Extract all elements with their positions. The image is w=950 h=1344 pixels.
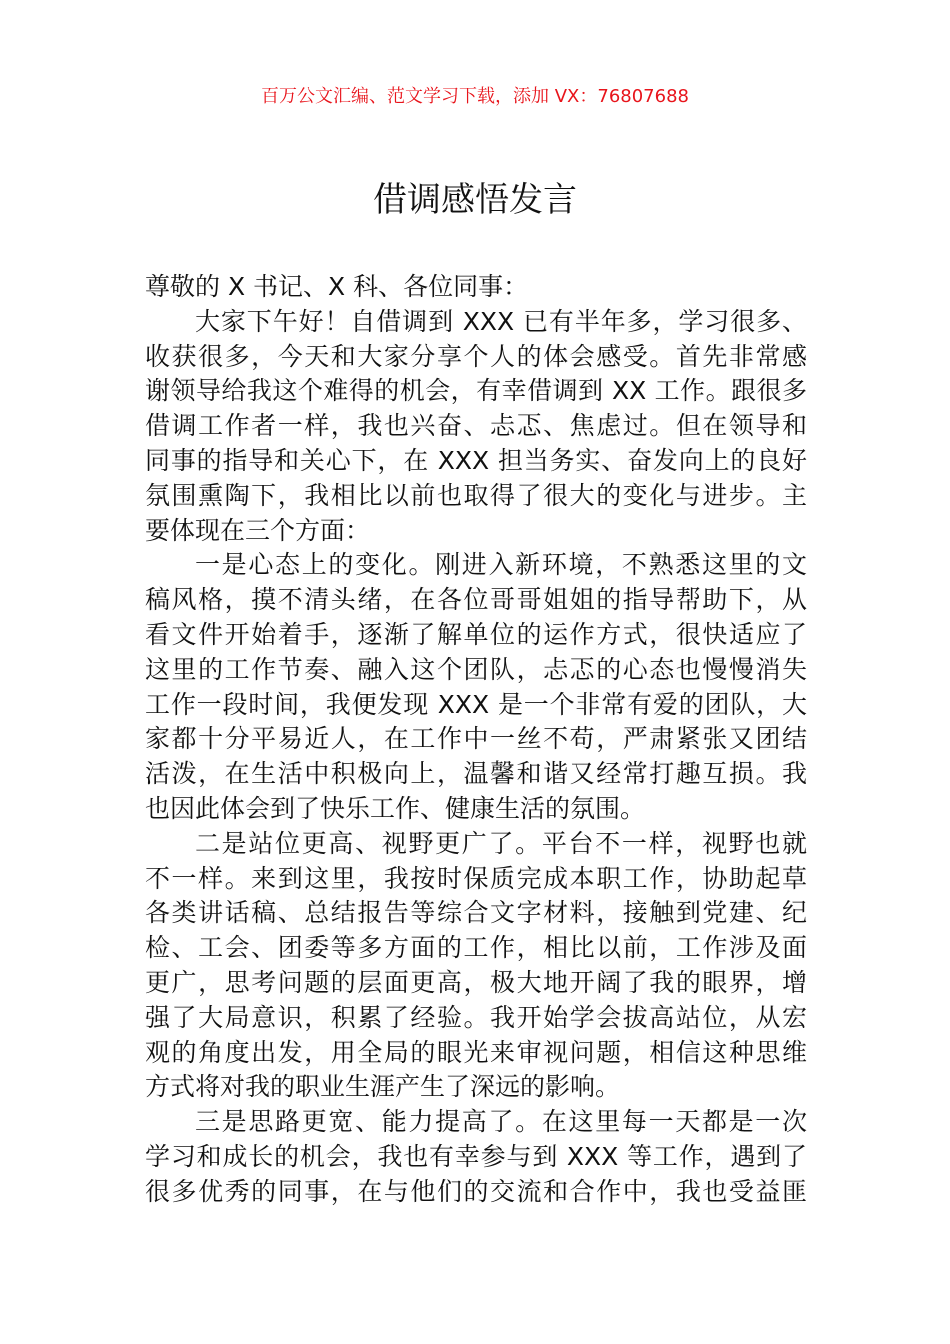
body-line: 活泼，在生活中积极向上，温馨和谐又经常打趣互损。我 bbox=[145, 759, 807, 789]
body-line: 氛围熏陶下，我相比以前也取得了很大的变化与进步。主 bbox=[145, 480, 807, 510]
body-line: 谢领导给我这个难得的机会，有幸借调到 XX 工作。跟很多 bbox=[145, 376, 807, 406]
body-line: 更广，思考问题的层面更高，极大地开阔了我的眼界，增 bbox=[145, 967, 807, 997]
body-line: 三是思路更宽、能力提高了。在这里每一天都是一次 bbox=[195, 1107, 807, 1137]
watermark-banner: 百万公文汇编、范文学习下载，添加 VX：76807688 bbox=[261, 86, 689, 107]
body-line: 看文件开始着手，逐渐了解单位的运作方式，很快适应了 bbox=[145, 619, 807, 649]
body-line: 家都十分平易近人，在工作中一丝不苟，严肃紧张又团结 bbox=[145, 724, 807, 754]
body-line: 大家下午好！自借调到 XXX 已有半年多，学习很多、 bbox=[195, 306, 807, 336]
body-line: 不一样。来到这里，我按时保质完成本职工作，协助起草 bbox=[145, 863, 807, 893]
body-line: 收获很多，今天和大家分享个人的体会感受。首先非常感 bbox=[145, 341, 807, 371]
body-line: 借调工作者一样，我也兴奋、忐忑、焦虑过。但在领导和 bbox=[145, 411, 807, 441]
body-line: 同事的指导和关心下，在 XXX 担当务实、奋发向上的良好 bbox=[145, 445, 807, 475]
body-line: 很多优秀的同事，在与他们的交流和合作中，我也受益匪 bbox=[145, 1176, 807, 1206]
document-body bbox=[145, 270, 807, 1210]
body-line: 稿风格，摸不清头绪，在各位哥哥姐姐的指导帮助下，从 bbox=[145, 585, 807, 615]
document-title: 借调感悟发言 bbox=[373, 180, 577, 220]
body-line: 这里的工作节奏、融入这个团队，忐忑的心态也慢慢消失 bbox=[145, 654, 807, 684]
body-line: 尊敬的 X 书记、X 科、各位同事： bbox=[145, 272, 529, 301]
body-line: 工作一段时间，我便发现 XXX 是一个非常有爱的团队，大 bbox=[145, 689, 807, 719]
body-line: 检、工会、团委等多方面的工作，相比以前，工作涉及面 bbox=[145, 933, 807, 963]
body-line: 二是站位更高、视野更广了。平台不一样，视野也就 bbox=[195, 828, 807, 858]
body-line: 各类讲话稿、总结报告等综合文字材料，接触到党建、纪 bbox=[145, 898, 807, 928]
body-line: 强了大局意识，积累了经验。我开始学会拔高站位，从宏 bbox=[145, 1002, 807, 1032]
body-line: 方式将对我的职业生涯产生了深远的影响。 bbox=[145, 1072, 621, 1102]
body-line: 学习和成长的机会，我也有幸参与到 XXX 等工作，遇到了 bbox=[145, 1141, 807, 1171]
body-line: 观的角度出发，用全局的眼光来审视问题，相信这种思维 bbox=[145, 1037, 807, 1067]
body-line: 也因此体会到了快乐工作、健康生活的氛围。 bbox=[145, 793, 646, 823]
body-line: 一是心态上的变化。刚进入新环境，不熟悉这里的文 bbox=[195, 550, 807, 580]
body-line: 要体现在三个方面： bbox=[145, 515, 371, 545]
